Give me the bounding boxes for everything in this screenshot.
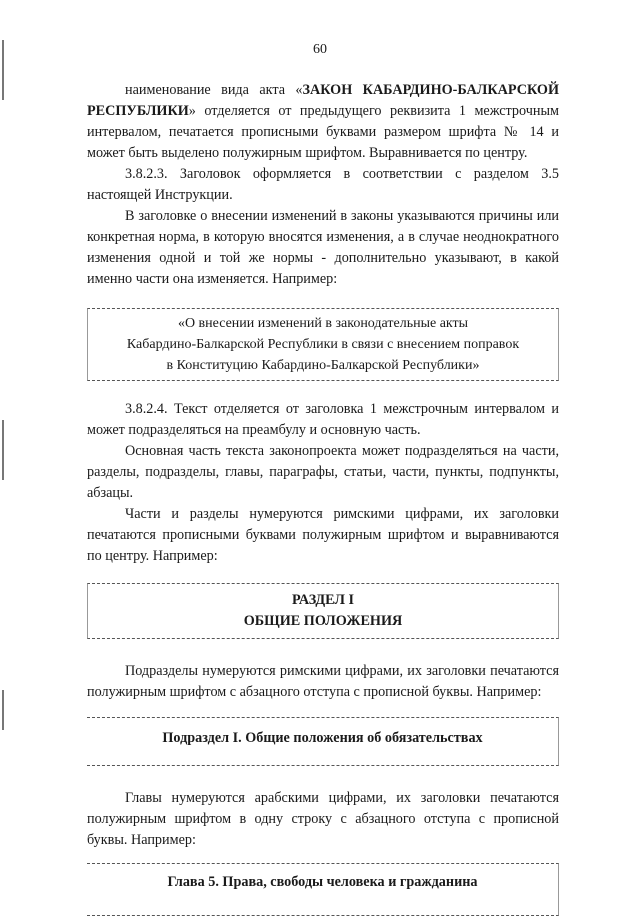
example-subsection-heading: Подраздел I. Общие положения об обязательствах [87,717,559,766]
page-number: 60 [313,42,327,57]
paragraph-sections: Части и разделы нумеруются римскими цифрами, их заголовки печатаются прописными буквами полужирным шрифтом и выравниваются по центру. Например: [87,506,559,564]
paragraph-act-name [87,80,559,164]
example-amendment-line-3: в Конституцию Кабардино-Балкарской Республики» [166,358,480,373]
document-body [87,80,559,916]
act-name-bold: ЗАКОН КАБАРДИНО-БАЛКАРСКОЙ РЕСПУБЛИКИ [87,82,559,119]
example-amendment-line-1: «О внесении изменений в законодательные акты [177,316,469,331]
scan-edge-mark-mid [2,420,4,480]
paragraph-amendment-title: В заголовке о внесении изменений в законы указываются причины или конкретная норма, в которую вносятся изменения, а в случае неоднократного изменения одной и той же нормы - дополнительно указывают, в какой именно части она изменяется. Например: [87,208,559,287]
paragraph-3-8-2-3: 3.8.2.3. Заголовок оформляется в соответствии с разделом 3.5 настоящей Инструкции. [87,166,559,203]
paragraph-subsections: Подразделы нумеруются римскими цифрами, их заголовки печатаются полужирным шрифтом с абзацного отступа с прописной буквы. Например: [87,663,559,700]
example-section-line-1: РАЗДЕЛ I [291,592,355,608]
paragraph-act-name-text-1: наименование вида акта « [125,82,303,98]
paragraph-3-8-2-4: 3.8.2.4. Текст отделяется от заголовка 1 межстрочным интервалом и может подразделяться на преамбулу и основную часть. [87,401,559,438]
paragraph-act-name-text-2: » отделяется от предыдущего реквизита 1 межстрочным интервалом, печатается прописными буквами размером шрифта № 14 и может быть выделено полужирным шрифтом. Выравнивается по центру. [87,103,559,161]
example-amendment-line-2: Кабардино-Балкарской Республики в связи с внесением поправок [126,337,520,352]
example-chapter-heading: Глава 5. Права, свободы человека и гражданина [87,863,559,916]
paragraph-chapters: Главы нумеруются арабскими цифрами, их заголовки печатаются полужирным шрифтом в одну строку с абзацного отступа с прописной буквы. Например: [87,790,559,848]
example-section-line-2: ОБЩИЕ ПОЛОЖЕНИЯ [243,613,403,629]
paragraph-main-part: Основная часть текста законопроекта может подразделяться на части, разделы, подразделы, главы, параграфы, статьи, части, пункты, подпункты, абзацы. [87,443,559,501]
scan-edge-mark-top [2,40,4,100]
example-amendment-title [87,308,559,381]
scan-edge-mark-bottom [2,690,4,730]
example-section-heading [87,583,559,639]
